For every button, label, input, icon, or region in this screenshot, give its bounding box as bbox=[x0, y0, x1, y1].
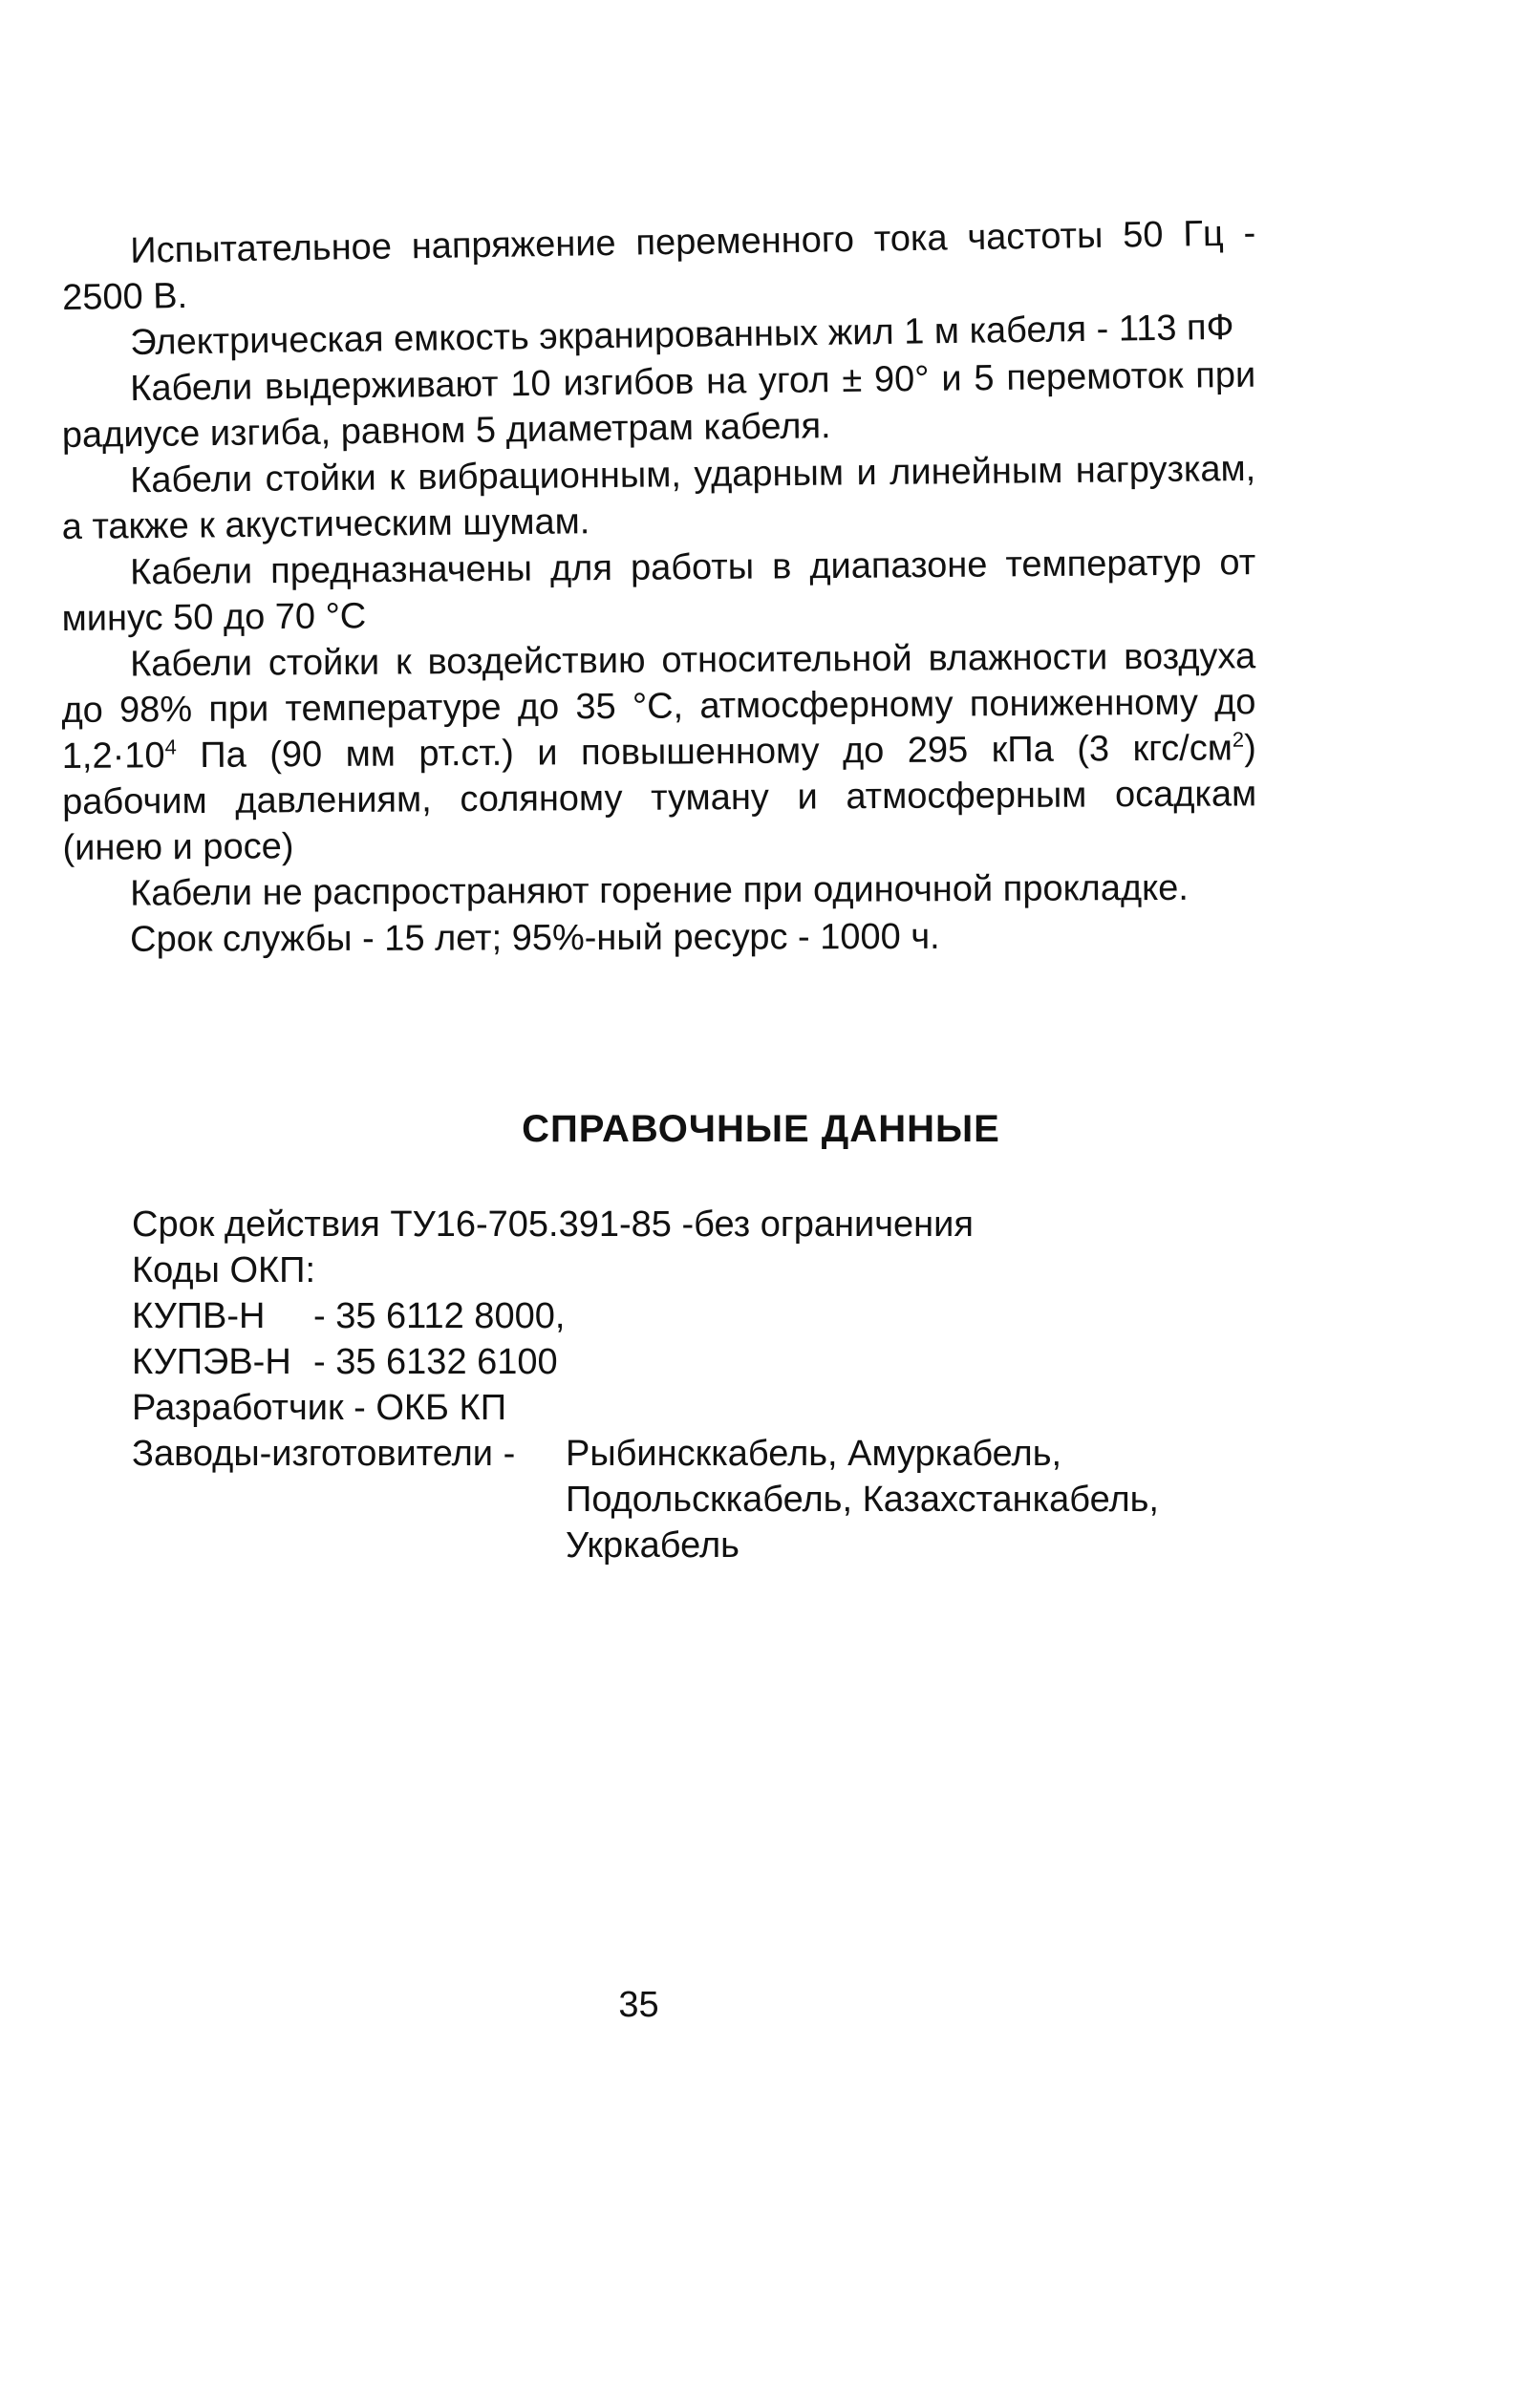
okp-code: - 35 6112 8000, bbox=[313, 1296, 566, 1336]
humidity-exponent: 4 bbox=[164, 735, 177, 759]
body-text bbox=[61, 213, 1257, 963]
okp-row bbox=[132, 1339, 1159, 1385]
manufacturers-label: Заводы-изготовители - bbox=[132, 1434, 516, 1474]
manufacturer-line: Укркабель bbox=[566, 1525, 740, 1566]
okp-product-name: КУПЭВ-Н bbox=[132, 1342, 291, 1382]
paragraph-service-life: Срок службы - 15 лет; 95%-ный ресурс - 1000 ч. bbox=[130, 916, 940, 960]
paragraph-vibration: Кабели стойки к вибрационным, ударным и линейным нагрузкам, а также к акустическим шумам. bbox=[61, 448, 1256, 547]
manufacturer-line: Рыбинсккабель, Амуркабель, bbox=[566, 1434, 1062, 1474]
okp-row bbox=[132, 1293, 1159, 1339]
page-number: 35 bbox=[618, 1985, 659, 2025]
paragraph-capacitance: Электрическая емкость экранированных жил 1 м кабеля - 113 пФ bbox=[130, 307, 1234, 363]
humidity-square-sup: 2 bbox=[1232, 727, 1245, 752]
okp-product-name: КУПВ-Н bbox=[132, 1296, 266, 1336]
validity-line: Срок действия ТУ16-705.391-85 -без ограничения bbox=[132, 1204, 974, 1245]
reference-data bbox=[132, 1202, 1159, 1568]
humidity-text-2: Па (90 мм рт.ст.) и повышенному до 295 кПа (3 кгс/см bbox=[176, 728, 1233, 777]
paragraph-test-voltage: Испытательное напряжение переменного тока частоты 50 Гц - 2500 В. bbox=[61, 213, 1256, 318]
paragraph-humidity bbox=[61, 633, 1257, 871]
manufacturer-line: Подольсккабель, Казахстанкабель, bbox=[566, 1480, 1159, 1520]
paragraph-fire: Кабели не распространяют горение при одиночной прокладке. bbox=[130, 867, 1189, 914]
manufacturers-row bbox=[132, 1431, 1159, 1568]
paragraph-bending: Кабели выдерживают 10 изгибов на угол ± 90° и 5 перемоток при радиусе изгиба, равном 5 диаметрам кабеля. bbox=[61, 354, 1256, 456]
paragraph-temperature: Кабели предназначены для работы в диапазоне температур от минус 50 до 70 °С bbox=[61, 543, 1256, 639]
okp-code: - 35 6132 6100 bbox=[313, 1342, 558, 1382]
developer-line: Разработчик - ОКБ КП bbox=[132, 1388, 507, 1428]
section-heading: СПРАВОЧНЫЕ ДАННЫЕ bbox=[522, 1108, 1000, 1150]
humidity-text-3: ) рабочим давлениям, соляному туману и атмосферным осадкам (инею и росе) bbox=[62, 728, 1257, 868]
manufacturers-list bbox=[566, 1431, 1159, 1568]
humidity-text-1: Кабели стойки к воздействию относительной влажности воздуха до 98% при температуре до 35 °С, атмосферному пониженному до 1,2·10 bbox=[61, 636, 1256, 777]
okp-title: Коды ОКП: bbox=[132, 1250, 316, 1290]
